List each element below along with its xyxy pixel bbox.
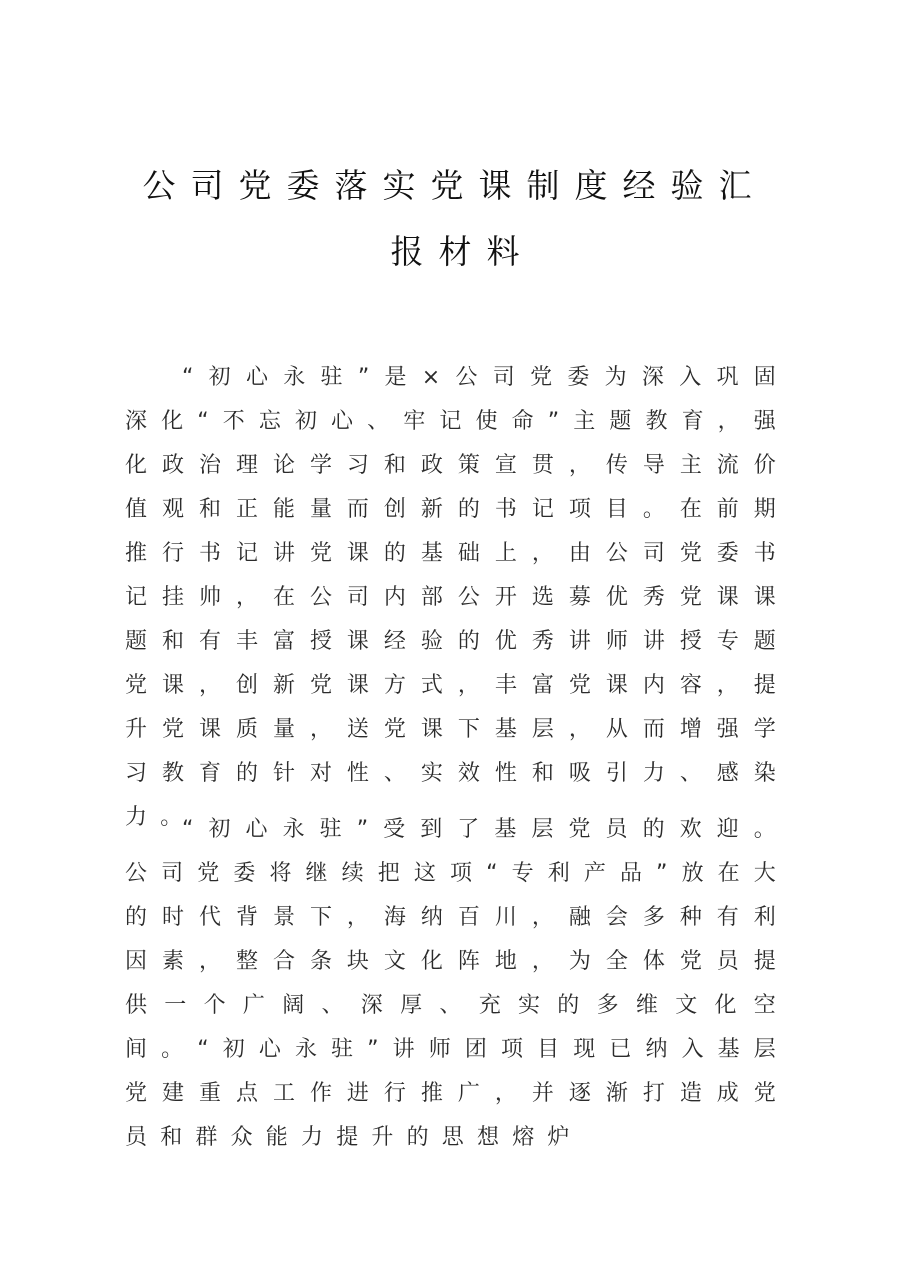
body-paragraph-2-block [125, 808, 789, 1160]
document-title-line-2: 报材料 [390, 232, 535, 271]
body-paragraph-1-block [125, 356, 789, 840]
body-paragraph-1: “初心永驻”是×公司党委为深入巩固深化“不忘初心、牢记使命”主题教育，强化政治理论学习和政策宣贯，传导主流价值观和正能量而创新的书记项目。在前期推行书记讲党课的基础上，由公司党委书记挂帅，在公司内部公开选募优秀党课课题和有丰富授课经验的优秀讲师讲授专题党课，创新党课方式，丰富党课内容，提升党课质量，送党课下基层，从而增强学习教育的针对性、实效性和吸引力、感染力。 [125, 365, 789, 830]
body-paragraph-2: “初心永驻”受到了基层党员的欢迎。公司党委将继续把这项“专利产品”放在大的时代背景下，海纳百川，融会多种有利因素，整合条块文化阵地，为全体党员提供一个广阔、深厚、充实的多维文化空间。“初心永驻”讲师团项目现已纳入基层党建重点工作进行推广，并逐渐打造成党员和群众能力提升的思想熔炉 [125, 817, 789, 1150]
document-title-line-1: 公司党委落实党课制度经验汇 [142, 166, 767, 205]
